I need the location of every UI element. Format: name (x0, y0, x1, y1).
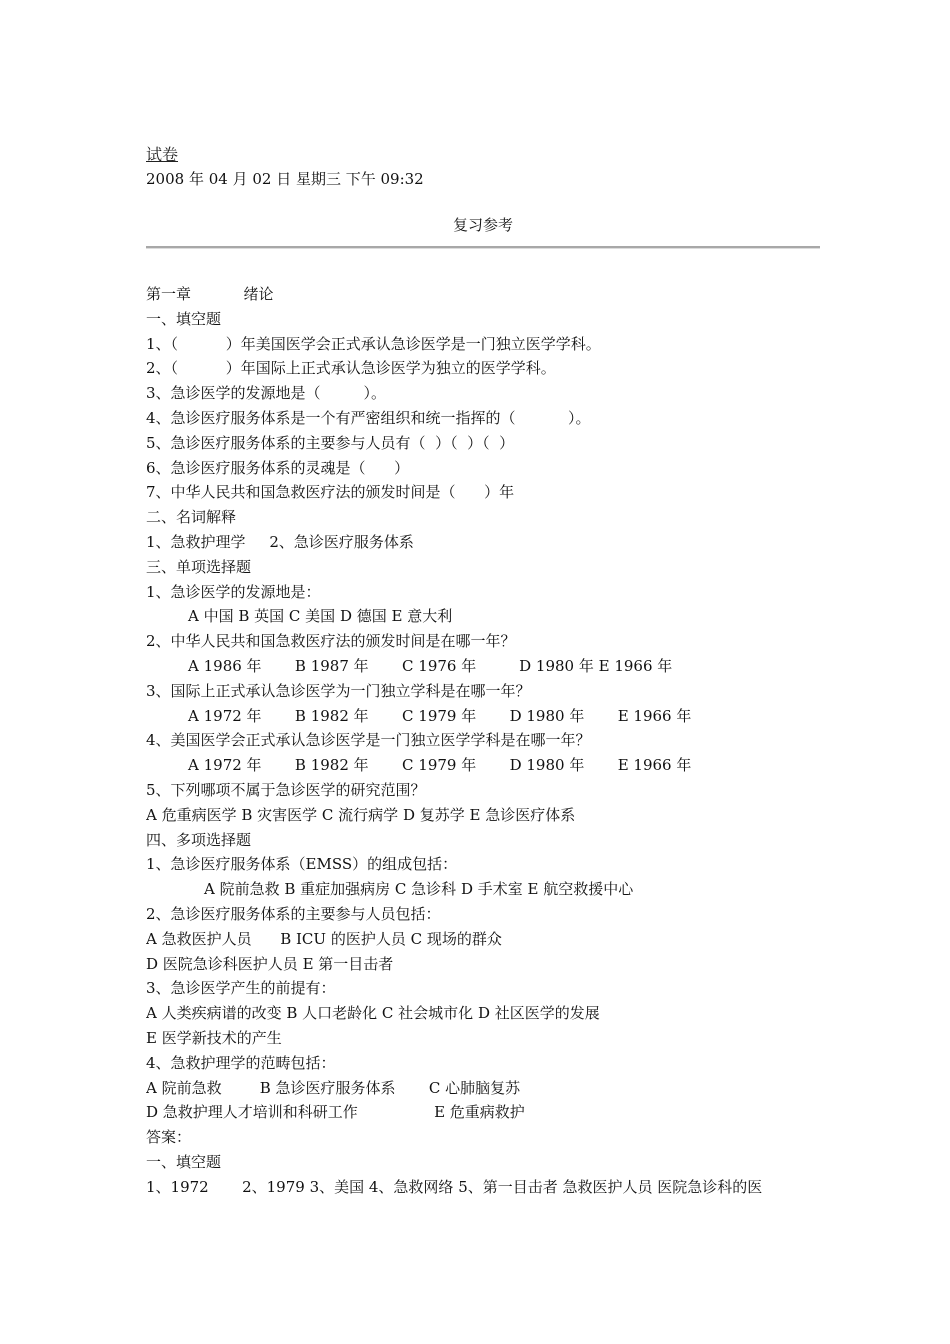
question-line: 2、急诊医疗服务体系的主要参与人员包括： (146, 904, 441, 923)
answer-line: 1、1972 2、1979 3、美国 4、急救网络 5、第一目击者 急救医护人员 医院急诊科的医 (146, 1177, 763, 1196)
chapter-heading: 第一章 绪论 (146, 285, 274, 303)
question-line: 7、中华人民共和国急救医疗法的颁发时间是（ ）年 (146, 483, 515, 502)
question-line: 1、急诊医学的发源地是： (146, 582, 321, 601)
page-heading: 复习参考 (452, 216, 513, 234)
question-line: 5、急诊医疗服务体系的主要参与人员有（ ）（ ）（ ） (146, 433, 515, 452)
question-line: 4、美国医学会正式承认急诊医学是一门独立医学学科是在哪一年？ (146, 731, 591, 750)
answer-options: D 医院急诊科医护人员 E 第一目击者 (146, 954, 394, 973)
answers-heading: 答案： (146, 1128, 192, 1147)
question-line: 2、（ ）年国际上正式承认急诊医学为独立的医学学科。 (146, 359, 556, 378)
post-date: 2008 年 04 月 02 日 星期三 下午 09:32 (146, 170, 424, 188)
question-line: 3、急诊医学的发源地是（ ）。 (146, 384, 386, 403)
question-line: 4、急诊医疗服务体系是一个有严密组织和统一指挥的（ ）。 (146, 408, 591, 427)
answer-options: A 危重病医学 B 灾害医学 C 流行病学 D 复苏学 E 急诊医疗体系 (146, 805, 576, 824)
question-line: 1、急诊医疗服务体系（EMSS）的组成包括： (146, 855, 458, 874)
section-heading-fill-blank: 一、填空题 (146, 1152, 222, 1171)
question-line: 1、急救护理学 2、急诊医疗服务体系 (146, 532, 414, 551)
question-line: 3、急诊医学产生的前提有： (146, 979, 336, 998)
question-line: 4、急救护理学的范畴包括： (146, 1053, 336, 1072)
answer-options: D 急救护理人才培训和科研工作 E 危重病救护 (146, 1103, 525, 1122)
section-heading-single-choice: 三、单项选择题 (146, 557, 252, 576)
section-heading-multi-choice: 四、多项选择题 (146, 830, 252, 849)
document-body (146, 282, 846, 1199)
horizontal-divider (146, 246, 820, 249)
answer-options: A 院前急救 B 重症加强病房 C 急诊科 D 手术室 E 航空救援中心 (204, 880, 634, 899)
question-line: 1、（ ）年美国医学会正式承认急诊医学是一门独立医学学科。 (146, 334, 601, 353)
answer-options: A 1972 年 B 1982 年 C 1979 年 D 1980 年 E 1966 年 (188, 756, 692, 775)
answer-options: E 医学新技术的产生 (146, 1028, 282, 1047)
section-heading-terms: 二、名词解释 (146, 508, 237, 527)
answer-options: A 1986 年 B 1987 年 C 1976 年 D 1980 年 E 1966 年 (188, 656, 673, 675)
answer-options: A 急救医护人员 B ICU 的医护人员 C 现场的群众 (146, 929, 502, 948)
section-heading-fill-blank: 一、填空题 (146, 309, 222, 328)
answer-options: A 中国 B 英国 C 美国 D 德国 E 意大利 (188, 607, 453, 626)
question-line: 2、中华人民共和国急救医疗法的颁发时间是在哪一年？ (146, 632, 516, 651)
answer-options: A 1972 年 B 1982 年 C 1979 年 D 1980 年 E 1966 年 (188, 706, 692, 725)
title-link[interactable]: 试卷 (146, 145, 179, 164)
answer-options: A 院前急救 B 急诊医疗服务体系 C 心肺脑复苏 (146, 1078, 521, 1097)
question-line: 3、国际上正式承认急诊医学为一门独立学科是在哪一年？ (146, 681, 531, 700)
question-line: 5、下列哪项不属于急诊医学的研究范围？ (146, 780, 426, 799)
question-line: 6、急诊医疗服务体系的灵魂是（ ） (146, 458, 410, 477)
answer-options: A 人类疾病谱的改变 B 人口老龄化 C 社会城市化 D 社区医学的发展 (146, 1004, 600, 1023)
